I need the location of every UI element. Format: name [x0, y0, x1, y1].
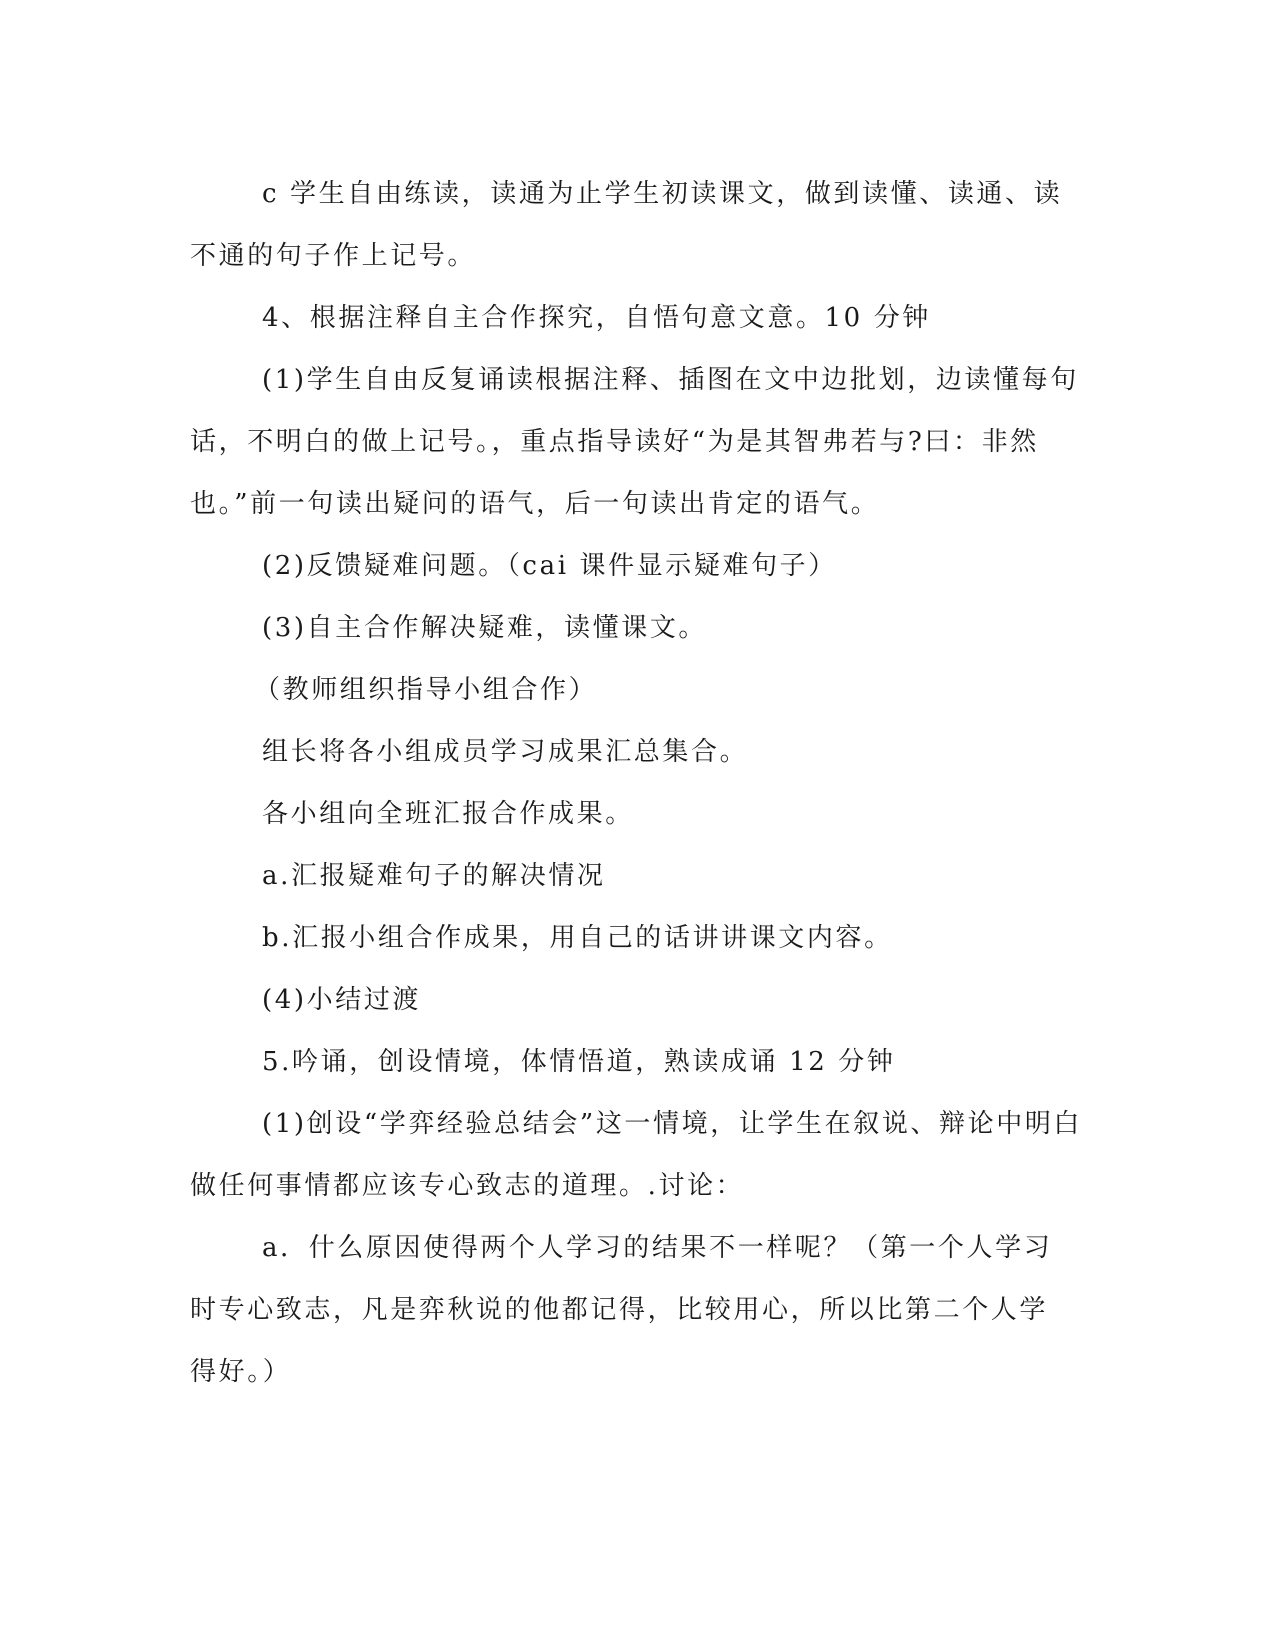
paragraph-line-7: (2)反馈疑难问题。（cai 课件显示疑难句子）	[262, 551, 837, 581]
paragraph-line-13: b.汇报小组合作成果，用自己的话讲讲课文内容。	[262, 923, 893, 953]
paragraph-line-12: a.汇报疑难句子的解决情况	[262, 861, 606, 891]
paragraph-line-20: 得好。）	[190, 1357, 292, 1387]
section-heading-4: 4、根据注释自主合作探究，自悟句意文意。10 分钟	[262, 303, 931, 333]
paragraph-line-11: 各小组向全班汇报合作成果。	[262, 799, 634, 829]
paragraph-line-6: 也。”前一句读出疑问的语气，后一句读出肯定的语气。	[190, 489, 880, 519]
paragraph-line-17: 做任何事情都应该专心致志的道理。.讨论：	[190, 1171, 745, 1201]
paragraph-line-8: (3)自主合作解决疑难，读懂课文。	[262, 613, 708, 643]
paragraph-line-9: （教师组织指导小组合作）	[254, 675, 598, 705]
paragraph-line-1: c 学生自由练读，读通为止学生初读课文，做到读懂、读通、读	[262, 179, 1063, 209]
document-body	[190, 163, 1090, 1403]
paragraph-line-19: 时专心致志，凡是弈秋说的他都记得，比较用心，所以比第二个人学	[190, 1295, 1049, 1325]
paragraph-line-14: (4)小结过渡	[262, 985, 422, 1015]
section-heading-5: 5.吟诵，创设情境，体情悟道，熟读成诵 12 分钟	[262, 1047, 896, 1077]
paragraph-line-18: a．什么原因使得两个人学习的结果不一样呢？（第一个人学习	[262, 1233, 1053, 1263]
paragraph-line-5: 话，不明白的做上记号。，重点指导读好“为是其智弗若与?曰：非然	[190, 427, 1039, 457]
paragraph-line-4: (1)学生自由反复诵读根据注释、插图在文中边批划，边读懂每句	[262, 365, 1079, 395]
paragraph-line-2: 不通的句子作上记号。	[190, 241, 477, 271]
paragraph-line-16: (1)创设“学弈经验总结会”这一情境，让学生在叙说、辩论中明白	[262, 1109, 1083, 1139]
paragraph-line-10: 组长将各小组成员学习成果汇总集合。	[262, 737, 749, 767]
